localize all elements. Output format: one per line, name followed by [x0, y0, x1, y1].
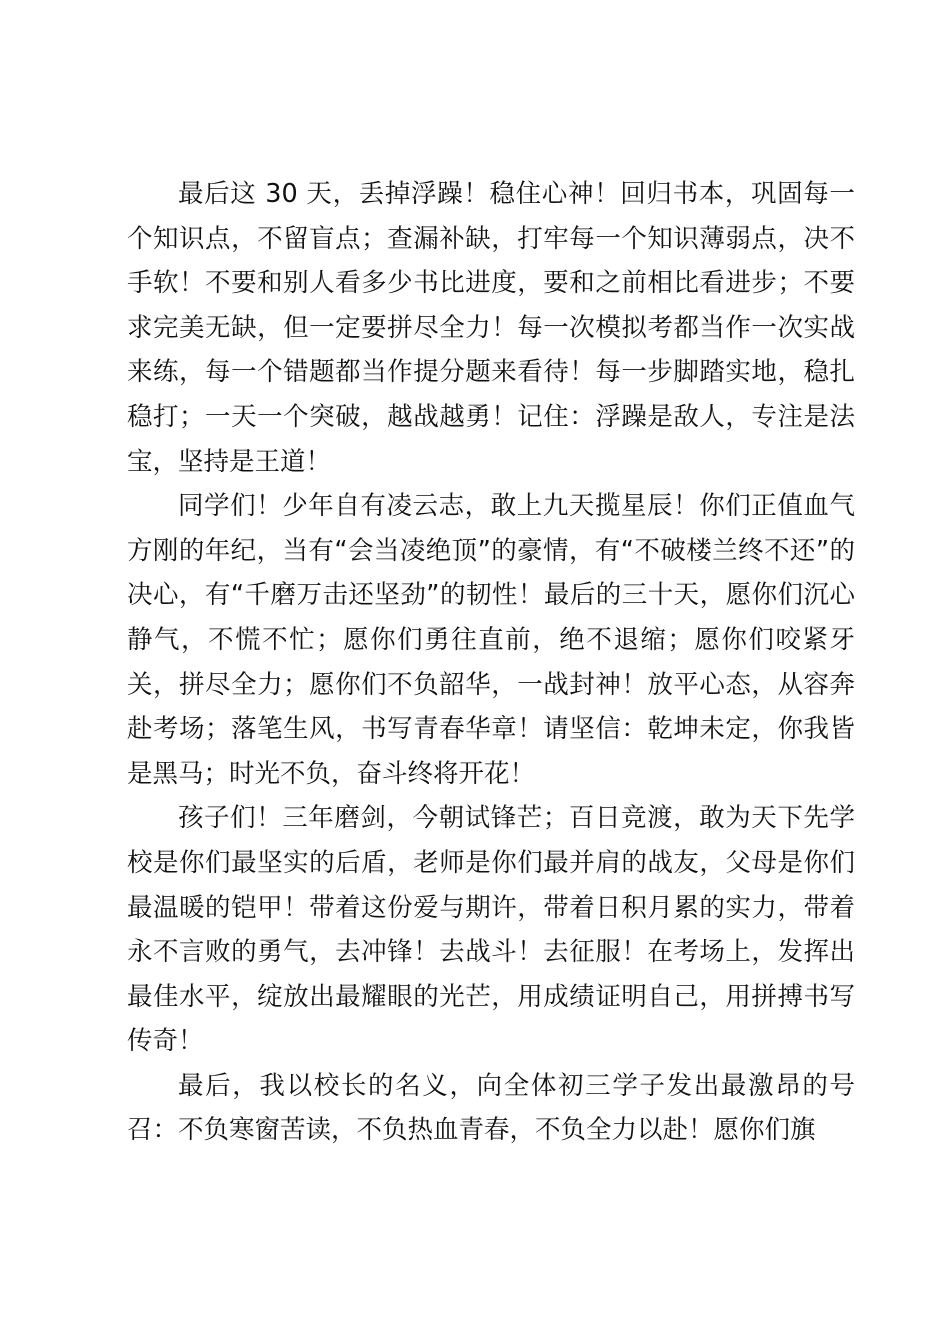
paragraph-4: 最后，我以校长的名义，向全体初三学子发出最激昂的号召：不负寒窗苦读，不负热血青春，不负全力以赴！愿你们旗	[127, 1070, 855, 1146]
paragraph-2: 同学们！少年自有凌云志，敢上九天揽星辰！你们正值血气方刚的年纪，当有“会当凌绝顶”的豪情，有“不破楼兰终不还”的决心，有“千磨万击还坚劲”的韧性！最后的三十天，愿你们沉心静气，不慌不忙；愿你们勇往直前，绝不退缩；愿你们咬紧牙关，拼尽全力；愿你们不负韶华，一战封神！放平心态，从容奔赴考场；落笔生风，书写青春华章！请坚信：乾坤未定，你我皆是黑马；时光不负，奋斗终将开花！	[127, 491, 855, 789]
paragraph-1: 最后这 30 天，丢掉浮躁！稳住心神！回归书本，巩固每一个知识点，不留盲点；查漏补缺，打牢每一个知识薄弱点，决不手软！不要和别人看多少书比进度，要和之前相比看进步；不要求完美无缺，但一定要拼尽全力！每一次模拟考都当作一次实战来练，每一个错题都当作提分题来看待！每一步脚踏实地，稳扎稳打；一天一个突破，越战越勇！记住：浮躁是敌人，专注是法宝，坚持是王道！	[127, 179, 855, 477]
paragraph-3: 孩子们！三年磨剑，今朝试锋芒；百日竞渡，敢为天下先学校是你们最坚实的后盾，老师是你们最并肩的战友，父母是你们最温暖的铠甲！带着这份爱与期许，带着日积月累的实力，带着永不言败的勇气，去冲锋！去战斗！去征服！在考场上，发挥出最佳水平，绽放出最耀眼的光芒，用成绩证明自己，用拼搏书写传奇！	[127, 803, 855, 1057]
document-body	[127, 172, 855, 1153]
